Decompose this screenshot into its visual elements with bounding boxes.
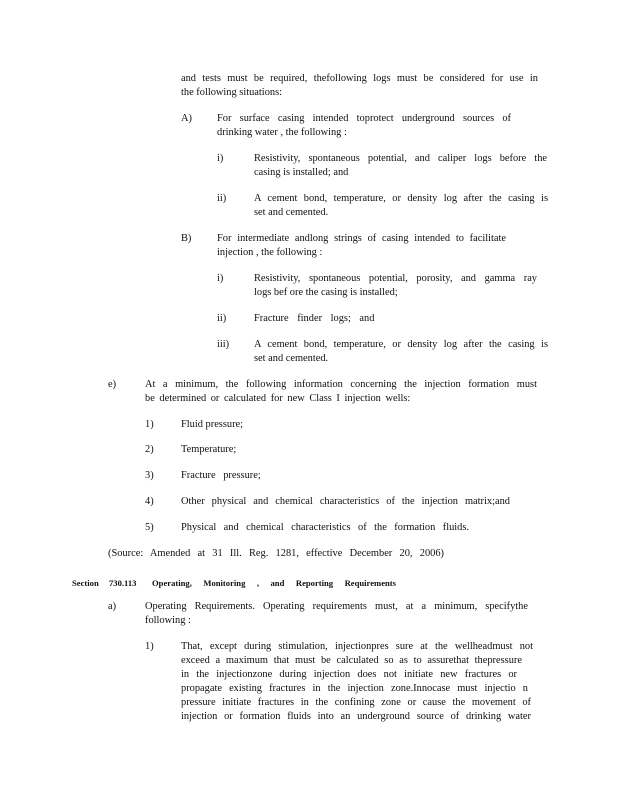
item-B-line-2: injection , the following : xyxy=(217,247,323,258)
item-A-ii-line-1: A cement bond, temperature, or density log after the casing is xyxy=(254,193,548,204)
item-a-line-1: Operating Requirements. Operating requirements must, at a minimum, specifythe xyxy=(145,601,528,612)
item-A-label: A) xyxy=(181,113,192,124)
item-B-iii-line-1: A cement bond, temperature, or density log after the casing is xyxy=(254,339,548,350)
source-note: (Source: Amended at 31 Ill. Reg. 1281, effective December 20, 2006) xyxy=(108,548,444,559)
item-e-1-label: 1) xyxy=(145,419,154,430)
item-a-1-label: 1) xyxy=(145,641,154,652)
item-e-label: e) xyxy=(108,379,117,390)
item-A-i-label: i) xyxy=(217,153,224,164)
item-A-i-line-2: casing is installed; and xyxy=(254,167,349,178)
item-e-3-text: Fracture pressure; xyxy=(181,470,261,481)
item-a-label: a) xyxy=(108,601,117,612)
item-B-i-label: i) xyxy=(217,273,224,284)
section-number: 730.113 xyxy=(109,578,137,588)
item-a-1-line-4: propagate existing fractures in the injection zone.Innocase must injectio n xyxy=(181,683,528,694)
item-e-4-label: 4) xyxy=(145,496,154,507)
item-B-line-1: For intermediate andlong strings of casing intended to facilitate xyxy=(217,233,506,244)
item-e-3-label: 3) xyxy=(145,470,154,481)
item-A-i-line-1: Resistivity, spontaneous potential, and caliper logs before the xyxy=(254,153,547,164)
item-e-5-label: 5) xyxy=(145,522,154,533)
item-a-1-line-2: exceed a maximum that must be calculated so as to assurethat thepressure xyxy=(181,655,522,666)
item-e-2-text: Temperature; xyxy=(181,444,237,455)
item-B-ii-line-1: Fracture finder logs; and xyxy=(254,313,375,324)
intro-line-1: and tests must be required, thefollowing logs must be considered for use in xyxy=(181,73,538,84)
item-e-2-label: 2) xyxy=(145,444,154,455)
item-a-1-line-1: That, except during stimulation, injectionpres sure at the wellheadmust not xyxy=(181,641,533,652)
item-B-i-line-2: logs bef ore the casing is installed; xyxy=(254,287,398,298)
item-e-1-text: Fluid pressure; xyxy=(181,419,244,430)
item-B-iii-label: iii) xyxy=(217,339,230,350)
item-A-line-1: For surface casing intended toprotect underground sources of xyxy=(217,113,511,124)
item-B-label: B) xyxy=(181,233,192,244)
item-e-line-2: be determined or calculated for new Class I injection wells: xyxy=(145,393,411,404)
item-B-iii-line-2: set and cemented. xyxy=(254,353,329,364)
item-A-ii-label: ii) xyxy=(217,193,227,204)
item-B-i-line-1: Resistivity, spontaneous potential, porosity, and gamma ray xyxy=(254,273,537,284)
item-a-1-line-6: injection or formation fluids into an underground source of drinking water xyxy=(181,711,531,722)
item-a-1-line-5: pressure initiate fractures in the confining zone or cause the movement of xyxy=(181,697,531,708)
intro-line-2: the following situations: xyxy=(181,87,283,98)
item-A-line-2: drinking water , the following : xyxy=(217,127,347,138)
item-e-line-1: At a minimum, the following information concerning the injection formation must xyxy=(145,379,537,390)
item-A-ii-line-2: set and cemented. xyxy=(254,207,329,218)
item-a-line-2: following : xyxy=(145,615,191,626)
section-label: Section xyxy=(72,578,99,588)
section-title: Operating, Monitoring , and Reporting Requirements xyxy=(152,578,396,588)
item-a-1-line-3: in the injectionzone during injection does not initiate new fractures or xyxy=(181,669,517,680)
item-e-5-text: Physical and chemical characteristics of the formation fluids. xyxy=(181,522,469,533)
item-B-ii-label: ii) xyxy=(217,313,227,324)
item-e-4-text: Other physical and chemical characteristics of the injection matrix;and xyxy=(181,496,510,507)
